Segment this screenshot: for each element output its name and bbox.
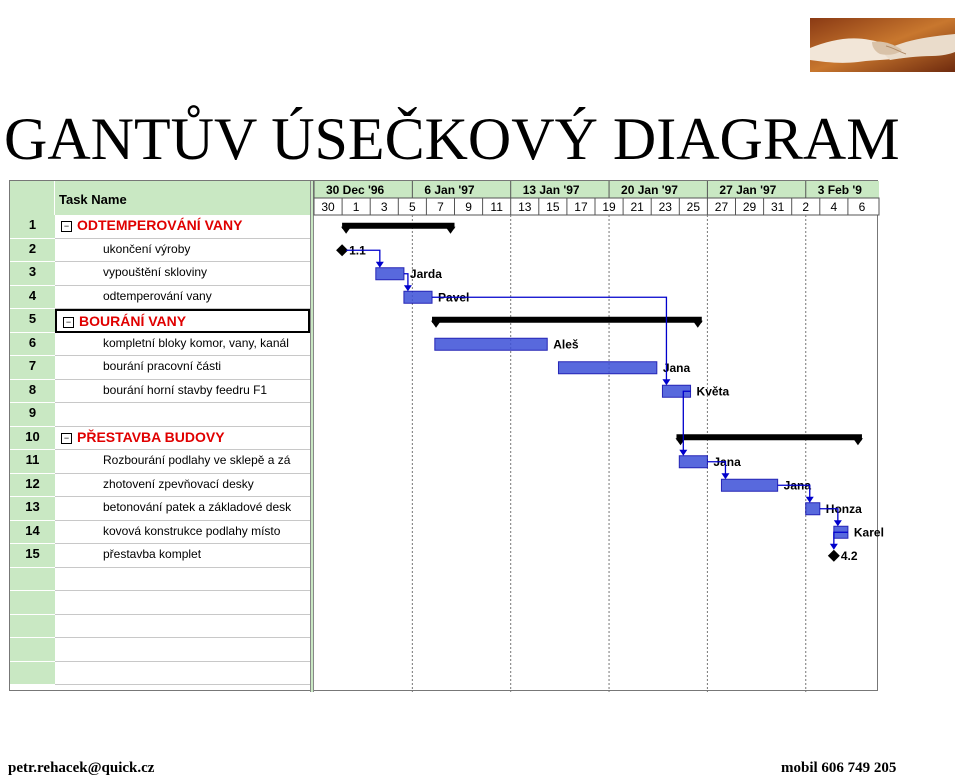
day-label: 17 bbox=[574, 200, 588, 214]
row-number-header bbox=[10, 181, 55, 215]
task-row[interactable] bbox=[55, 474, 310, 498]
week-label: 30 Dec '96 bbox=[326, 183, 385, 197]
task-row[interactable] bbox=[55, 521, 310, 545]
day-label: 27 bbox=[714, 200, 729, 214]
task-bar bbox=[435, 338, 547, 350]
milestone-label: 1.1 bbox=[349, 243, 366, 258]
task-bar-label: Jarda bbox=[409, 266, 442, 281]
task-name: přestavba komplet bbox=[103, 547, 202, 561]
gantt-timeline bbox=[314, 181, 884, 692]
row-number bbox=[10, 591, 55, 615]
footer-phone: mobil 606 749 205 bbox=[781, 760, 897, 776]
task-name: BOURÁNÍ VANY bbox=[79, 313, 187, 329]
task-bar bbox=[376, 268, 404, 280]
dependency-link bbox=[683, 391, 690, 455]
task-row[interactable] bbox=[55, 262, 310, 286]
row-number: 6 bbox=[10, 333, 55, 357]
day-label: 11 bbox=[490, 200, 503, 214]
task-row[interactable] bbox=[55, 591, 310, 615]
row-number bbox=[10, 568, 55, 592]
collapse-toggle-icon[interactable]: − bbox=[63, 317, 74, 328]
row-number: 11 bbox=[10, 450, 55, 474]
week-label: 6 Jan '97 bbox=[424, 183, 475, 197]
summary-bar-left-cap bbox=[431, 321, 441, 328]
task-row[interactable] bbox=[55, 568, 310, 592]
row-number: 2 bbox=[10, 239, 55, 263]
row-number: 7 bbox=[10, 356, 55, 380]
task-bar-label: Jana bbox=[713, 454, 741, 469]
dependency-arrowhead bbox=[662, 379, 670, 385]
task-bar-label: Jana bbox=[783, 478, 812, 493]
row-number: 3 bbox=[10, 262, 55, 286]
task-bar-label: Aleš bbox=[553, 337, 579, 352]
day-label: 1 bbox=[352, 200, 360, 214]
task-name: zhotovení zpevňovací desky bbox=[103, 476, 254, 491]
page-title: GANTŮV ÚSEČKOVÝ DIAGRAM bbox=[4, 106, 900, 172]
task-bar-label: Květa bbox=[696, 384, 730, 399]
week-label: 3 Feb '9 bbox=[817, 183, 862, 197]
task-name: odtemperování vany bbox=[103, 288, 212, 303]
day-label: 19 bbox=[602, 200, 616, 214]
day-label: 25 bbox=[686, 200, 701, 214]
collapse-toggle-icon[interactable]: − bbox=[61, 221, 72, 232]
task-row[interactable] bbox=[55, 615, 310, 639]
task-bar-label: Karel bbox=[853, 525, 884, 540]
task-name: betonování patek a základové desk bbox=[103, 500, 292, 514]
task-row[interactable] bbox=[55, 286, 310, 310]
task-bar-label: Jana bbox=[662, 360, 691, 375]
row-number: 1 bbox=[10, 215, 55, 239]
task-name: PŘESTAVBA BUDOVY bbox=[77, 428, 225, 445]
task-bar-label: Pavel bbox=[438, 290, 470, 305]
task-row[interactable] bbox=[55, 662, 310, 686]
task-bar bbox=[721, 479, 777, 491]
task-row[interactable] bbox=[55, 497, 310, 521]
task-name: bourání pracovní části bbox=[103, 359, 222, 373]
day-label: 3 bbox=[380, 200, 388, 214]
row-number: 9 bbox=[10, 403, 55, 427]
task-name: kovová konstrukce podlahy místo bbox=[103, 523, 281, 538]
row-number: 13 bbox=[10, 497, 55, 521]
day-label: 15 bbox=[546, 200, 560, 214]
task-row[interactable] bbox=[55, 239, 310, 263]
dependency-arrowhead bbox=[806, 497, 814, 503]
dependency-arrowhead bbox=[679, 450, 687, 456]
summary-task-row[interactable] bbox=[55, 427, 310, 451]
day-label: 9 bbox=[465, 200, 472, 214]
row-number bbox=[10, 662, 55, 686]
day-label: 2 bbox=[802, 200, 810, 214]
row-number: 8 bbox=[10, 380, 55, 404]
day-label: 29 bbox=[742, 200, 757, 214]
task-name: ODTEMPEROVÁNÍ VANY bbox=[77, 217, 243, 233]
row-number: 12 bbox=[10, 474, 55, 498]
task-name: Rozbourání podlahy ve sklepě a zá bbox=[103, 453, 291, 467]
summary-bar-left-cap bbox=[675, 438, 685, 445]
handshake-logo-image bbox=[810, 18, 955, 72]
dependency-arrowhead bbox=[404, 285, 412, 291]
row-number: 14 bbox=[10, 521, 55, 545]
day-label: 7 bbox=[437, 200, 444, 214]
collapse-toggle-icon[interactable]: − bbox=[61, 433, 72, 444]
summary-bar-right-cap bbox=[853, 438, 863, 445]
day-label: 30 bbox=[321, 200, 335, 214]
day-label: 13 bbox=[518, 200, 532, 214]
task-name-header-label: Task Name bbox=[59, 192, 127, 207]
task-row[interactable] bbox=[55, 380, 310, 404]
task-row[interactable] bbox=[55, 544, 310, 568]
row-number: 5 bbox=[10, 309, 55, 333]
row-number: 15 bbox=[10, 544, 55, 568]
row-number bbox=[10, 638, 55, 662]
task-name: ukončení výroby bbox=[103, 241, 191, 256]
day-label: 31 bbox=[770, 200, 785, 214]
task-bar bbox=[558, 362, 656, 374]
task-row[interactable] bbox=[55, 638, 310, 662]
task-bar bbox=[806, 503, 820, 515]
footer-email: petr.rehacek@quick.cz bbox=[8, 760, 155, 776]
summary-bar-right-cap bbox=[693, 321, 703, 328]
timescale-week-header bbox=[314, 181, 879, 198]
summary-task-row[interactable] bbox=[55, 309, 310, 333]
milestone-diamond bbox=[828, 550, 840, 562]
day-label: 23 bbox=[658, 200, 672, 214]
task-row[interactable] bbox=[55, 403, 310, 427]
summary-task-row[interactable] bbox=[55, 215, 310, 239]
task-bar bbox=[679, 456, 707, 468]
milestone-label: 4.2 bbox=[840, 548, 858, 563]
task-row[interactable] bbox=[55, 356, 310, 380]
summary-bar-right-cap bbox=[446, 227, 456, 234]
row-number bbox=[10, 615, 55, 639]
summary-bar bbox=[432, 317, 702, 323]
day-label: 6 bbox=[858, 200, 866, 214]
row-number: 10 bbox=[10, 427, 55, 451]
task-row[interactable] bbox=[55, 450, 310, 474]
task-name-header bbox=[55, 181, 310, 215]
day-label: 4 bbox=[830, 200, 838, 214]
task-bar-label: Honza bbox=[825, 501, 862, 516]
gantt-chart-view bbox=[9, 180, 884, 691]
summary-bar-left-cap bbox=[341, 227, 351, 234]
dependency-arrowhead bbox=[376, 262, 384, 268]
task-name: bourání horní stavby feedru F1 bbox=[103, 382, 268, 397]
day-label: 21 bbox=[630, 200, 644, 214]
week-label: 27 Jan '97 bbox=[719, 183, 777, 197]
week-label: 20 Jan '97 bbox=[621, 183, 678, 197]
task-row[interactable] bbox=[55, 333, 310, 357]
summary-bar bbox=[676, 434, 861, 440]
task-name: kompletní bloky komor, vany, kanál bbox=[103, 335, 289, 350]
day-label: 5 bbox=[409, 200, 416, 214]
summary-bar bbox=[342, 223, 454, 229]
task-name: vypouštění skloviny bbox=[103, 265, 208, 279]
week-label: 13 Jan '97 bbox=[522, 183, 580, 197]
task-bar bbox=[404, 291, 432, 303]
row-number: 4 bbox=[10, 286, 55, 310]
dependency-arrowhead bbox=[721, 473, 729, 479]
dependency-arrowhead bbox=[830, 544, 838, 550]
dependency-arrowhead bbox=[834, 520, 842, 526]
